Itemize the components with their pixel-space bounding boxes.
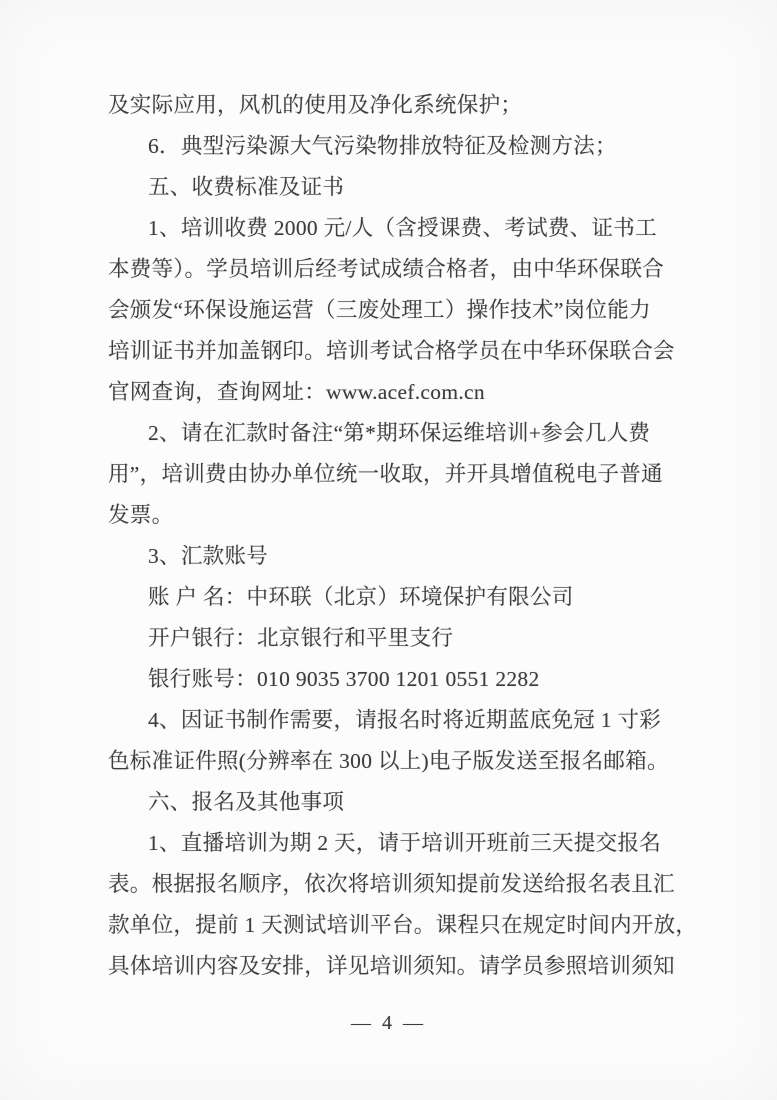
text-line: 五、收费标准及证书 bbox=[148, 175, 345, 199]
text-line: 本费等）。学员培训后经考试成绩合格者，由中华环保联合 bbox=[108, 257, 665, 281]
text-line: 会颁发“环保设施运营（三废处理工）操作技术”岗位能力 bbox=[108, 298, 651, 322]
text-line: 六、报名及其他事项 bbox=[148, 790, 345, 814]
text-line: 银行账号：010 9035 3700 1201 0551 2282 bbox=[148, 667, 540, 691]
text-line: 开户银行：北京银行和平里支行 bbox=[148, 626, 454, 650]
text-line: 4、因证书制作需要，请报名时将近期蓝底免冠 1 寸彩 bbox=[148, 708, 662, 732]
text-line: 账 户 名：中环联（北京）环境保护有限公司 bbox=[148, 585, 574, 609]
text-line: 色标准证件照(分辨率在 300 以上)电子版发送至报名邮箱。 bbox=[108, 749, 669, 773]
text-line: 培训证书并加盖钢印。培训考试合格学员在中华环保联合会 bbox=[108, 339, 675, 363]
text-line: 官网查询，查询网址：www.acef.com.cn bbox=[108, 380, 485, 404]
text-line: 具体培训内容及安排，详见培训须知。请学员参照培训须知 bbox=[108, 954, 675, 978]
text-line: 及实际应用，风机的使用及净化系统保护； bbox=[108, 93, 523, 117]
document-body bbox=[108, 85, 698, 987]
text-line: 用”，培训费由协办单位统一收取，并开具增值税电子普通 bbox=[108, 462, 663, 486]
page-number: — 4 — bbox=[351, 1012, 426, 1034]
text-line: 3、汇款账号 bbox=[148, 544, 269, 568]
text-line: 1、直播培训为期 2 天，请于培训开班前三天提交报名 bbox=[148, 831, 662, 855]
text-line: 表。根据报名顺序，依次将培训须知提前发送给报名表且汇 bbox=[108, 872, 675, 896]
text-line: 款单位，提前 1 天测试培训平台。课程只在规定时间内开放， bbox=[108, 913, 698, 937]
text-line: 发票。 bbox=[108, 503, 174, 527]
text-line: 6．典型污染源大气污染物排放特征及检测方法； bbox=[148, 134, 617, 158]
text-line: 2、请在汇款时备注“第*期环保运维培训+参会几人费 bbox=[148, 421, 651, 445]
text-line: 1、培训收费 2000 元/人（含授课费、考试费、证书工 bbox=[148, 216, 657, 240]
